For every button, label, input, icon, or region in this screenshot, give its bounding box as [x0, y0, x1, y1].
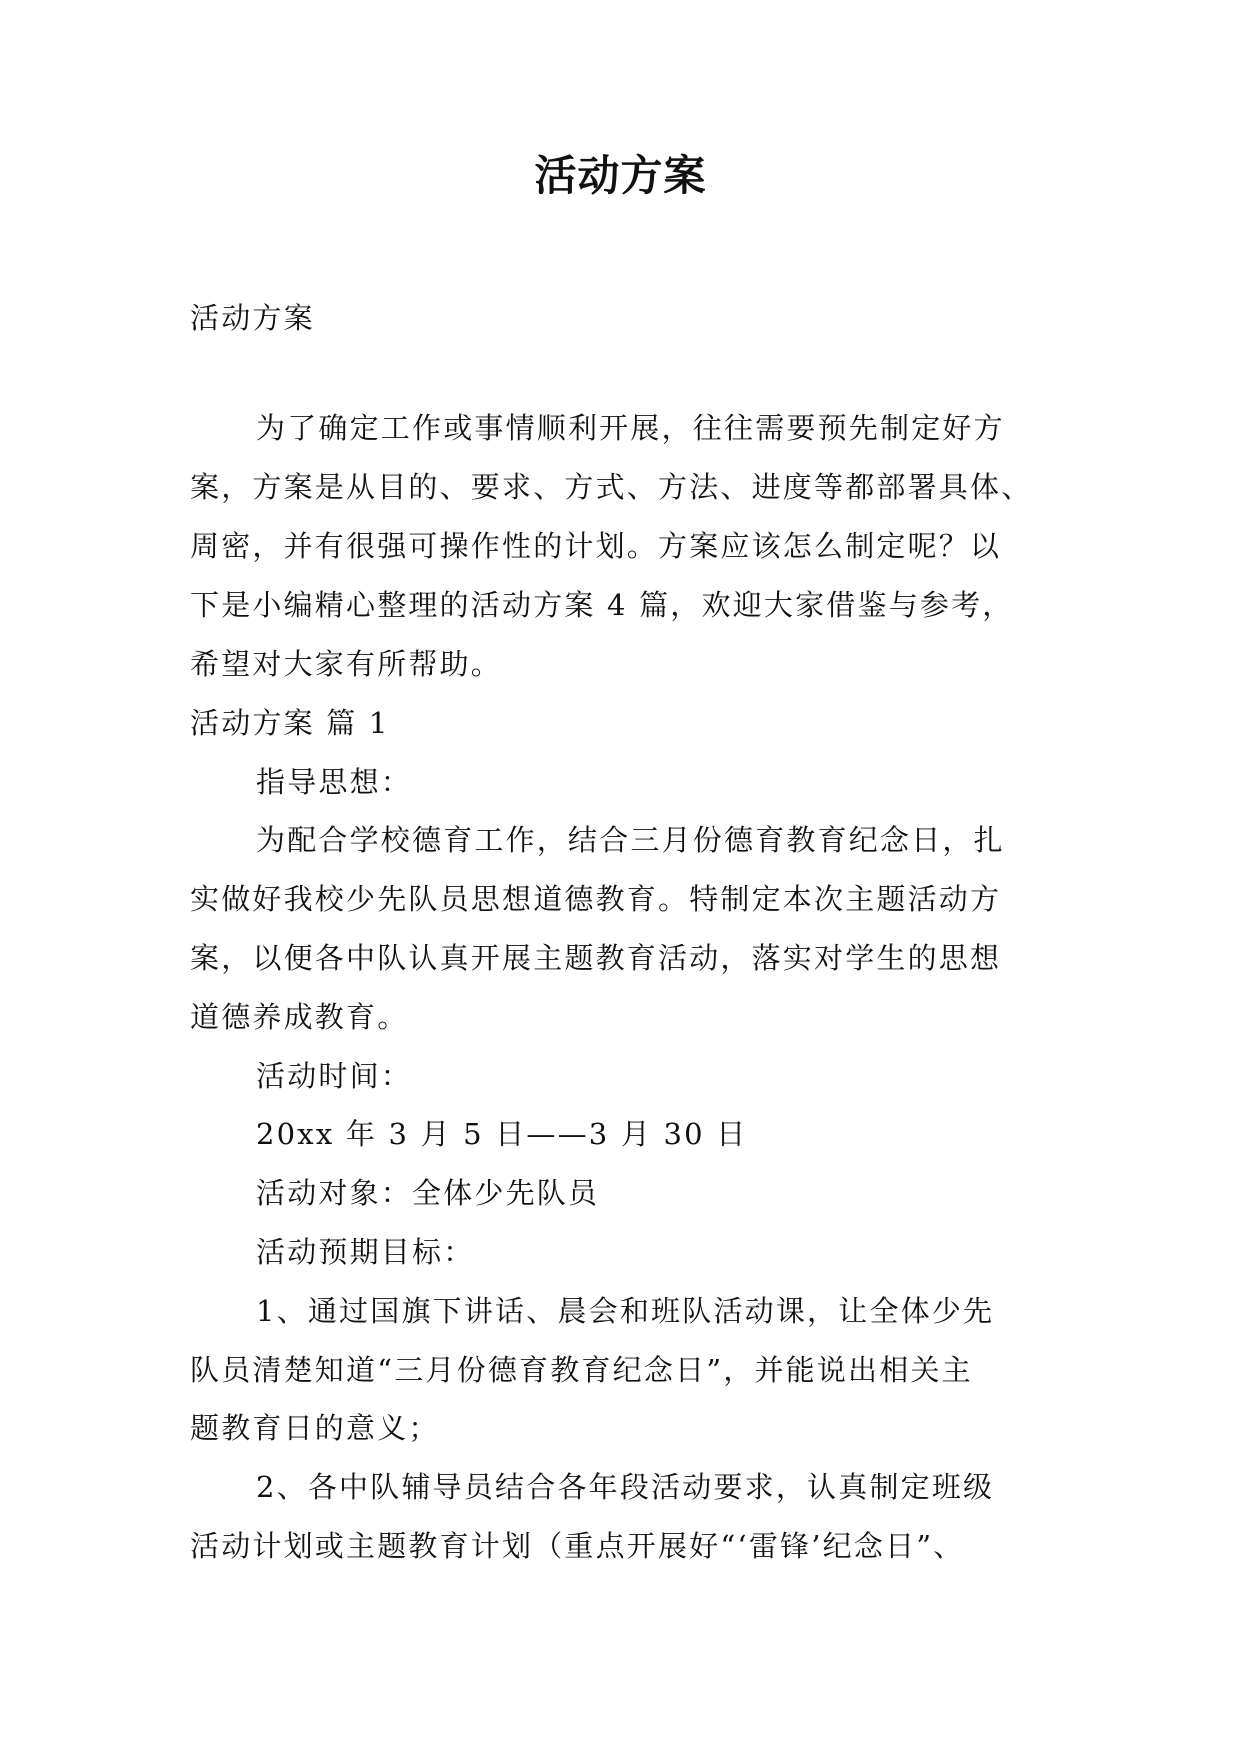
document-title: 活动方案 [534, 151, 707, 200]
intro-line-5: 希望对大家有所帮助。 [190, 647, 503, 681]
goal-label: 活动预期目标： [256, 1235, 475, 1269]
goal1-line-3: 题教育日的意义； [190, 1411, 440, 1445]
guiding-label: 指导思想： [256, 765, 413, 799]
time-label: 活动时间： [256, 1059, 413, 1093]
intro-line-4: 下是小编精心整理的活动方案 4 篇，欢迎大家借鉴与参考， [190, 588, 1014, 622]
guiding-line-2: 实做好我校少先队员思想道德教育。特制定本次主题活动方 [190, 882, 1002, 916]
target-line: 活动对象：全体少先队员 [256, 1176, 600, 1210]
guiding-line-3: 案，以便各中队认真开展主题教育活动，落实对学生的思想 [190, 941, 1002, 975]
goal2-line-1: 2、各中队辅导员结合各年段活动要求，认真制定班级 [256, 1470, 995, 1504]
section-heading: 活动方案 篇 1 [190, 706, 390, 740]
time-value: 20xx 年 3 月 5 日——3 月 30 日 [256, 1117, 748, 1151]
intro-line-1: 为了确定工作或事情顺利开展，往往需要预先制定好方 [256, 411, 1005, 445]
goal2-line-2: 活动计划或主题教育计划（重点开展好“‘雷锋’纪念日”、 [190, 1529, 965, 1563]
intro-line-2: 案，方案是从目的、要求、方式、方法、进度等都部署具体、 [190, 470, 1033, 504]
guiding-line-4: 道德养成教育。 [190, 1000, 409, 1034]
goal1-line-2: 队员清楚知道“三月份德育教育纪念日”，并能说出相关主 [190, 1353, 973, 1387]
subtitle: 活动方案 [190, 301, 315, 335]
guiding-line-1: 为配合学校德育工作，结合三月份德育教育纪念日，扎 [256, 823, 1005, 857]
intro-line-3: 周密，并有很强可操作性的计划。方案应该怎么制定呢？以 [190, 529, 1002, 563]
goal1-line-1: 1、通过国旗下讲话、晨会和班队活动课，让全体少先 [256, 1294, 995, 1328]
